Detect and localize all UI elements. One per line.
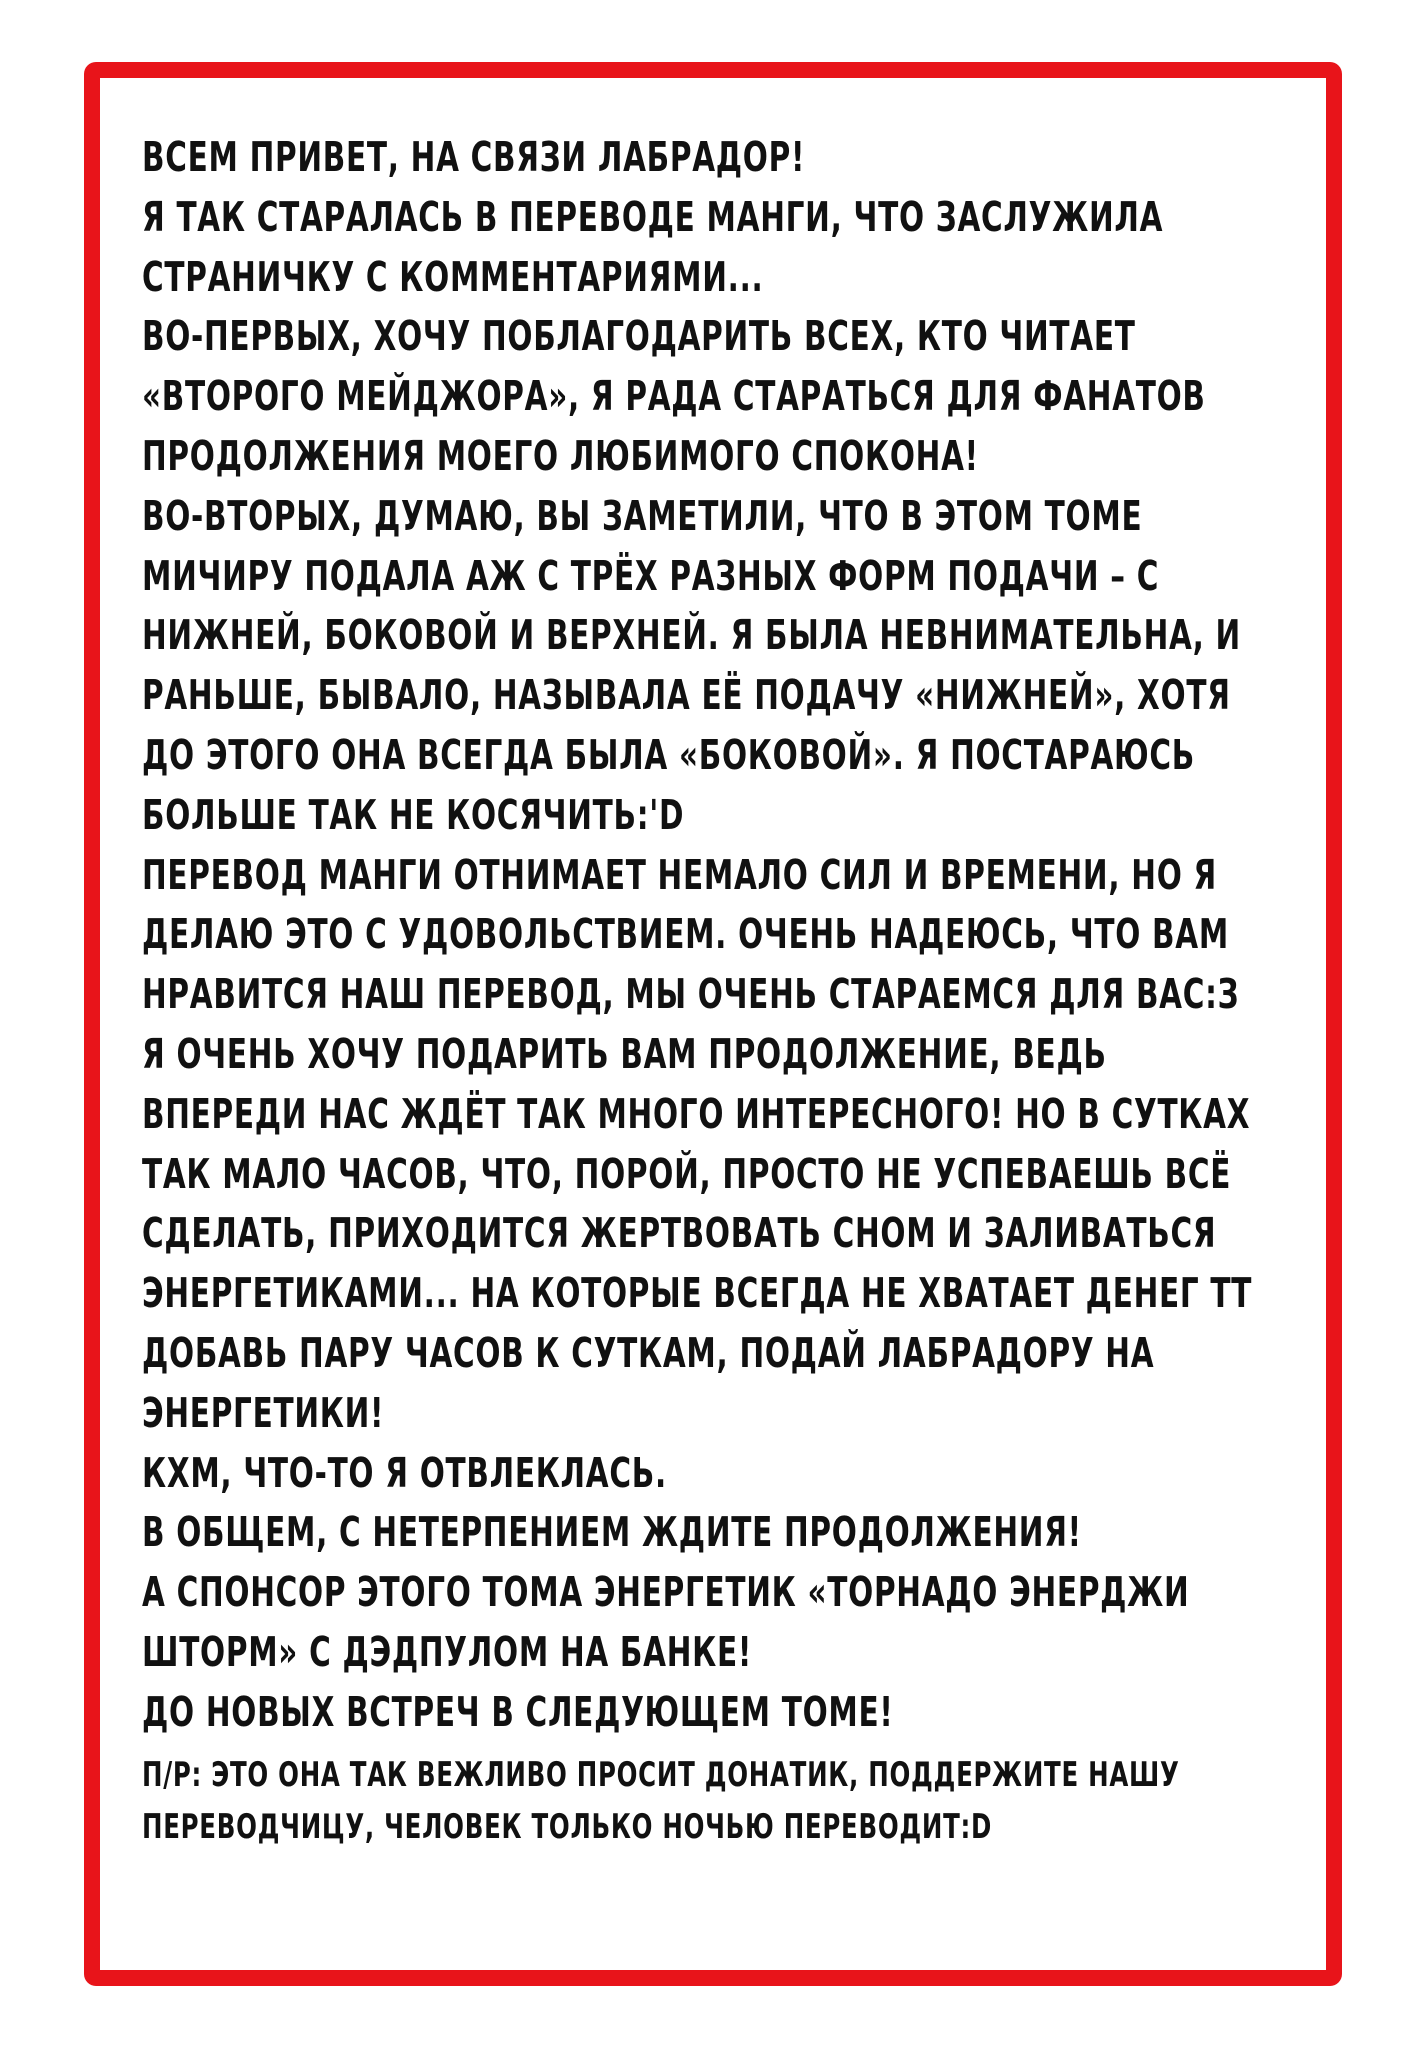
note-line: ДОБАВЬ ПАРУ ЧАСОВ К СУТКАМ, ПОДАЙ ЛАБРАДОРУ НА xyxy=(142,1328,1155,1377)
note-line: НРАВИТСЯ НАШ ПЕРЕВОД, МЫ ОЧЕНЬ СТАРАЕМСЯ ДЛЯ ВАС:З xyxy=(142,970,1240,1019)
note-line: БОЛЬШЕ ТАК НЕ КОСЯЧИТЬ:'D xyxy=(142,790,685,839)
note-line: ВПЕРЕДИ НАС ЖДЁТ ТАК МНОГО ИНТЕРЕСНОГО! НО В СУТКАХ xyxy=(142,1089,1251,1138)
translator-note xyxy=(142,128,1253,1853)
note-line: ТАК МАЛО ЧАСОВ, ЧТО, ПОРОЙ, ПРОСТО НЕ УСПЕВАЕШЬ ВСЁ xyxy=(142,1149,1232,1198)
note-line: «ВТОРОГО МЕЙДЖОРА», Я РАДА СТАРАТЬСЯ ДЛЯ ФАНАТОВ xyxy=(142,372,1206,421)
note-line: ДЕЛАЮ ЭТО С УДОВОЛЬСТВИЕМ. ОЧЕНЬ НАДЕЮСЬ, ЧТО ВАМ xyxy=(142,910,1229,959)
note-line: ВСЕМ ПРИВЕТ, НА СВЯЗИ ЛАБРАДОР! xyxy=(142,133,806,181)
note-line: ПЕРЕВОД МАНГИ ОТНИМАЕТ НЕМАЛО СИЛ И ВРЕМЕНИ, НО Я xyxy=(142,850,1217,899)
note-line: А СПОНСОР ЭТОГО ТОМА ЭНЕРГЕТИК «ТОРНАДО ЭНЕРДЖИ xyxy=(142,1568,1190,1617)
note-line: Я ОЧЕНЬ ХОЧУ ПОДАРИТЬ ВАМ ПРОДОЛЖЕНИЕ, ВЕДЬ xyxy=(142,1029,1107,1078)
postscript-line: ПЕРЕВОДЧИЦУ, ЧЕЛОВЕК ТОЛЬКО НОЧЬЮ ПЕРЕВОДИТ:D xyxy=(142,1806,993,1847)
note-line: СТРАНИЧКУ С КОММЕНТАРИЯМИ... xyxy=(142,252,764,301)
note-line: МИЧИРУ ПОДАЛА АЖ С ТРЁХ РАЗНЫХ ФОРМ ПОДАЧИ – С xyxy=(142,551,1160,600)
note-line: ВО-ВТОРЫХ, ДУМАЮ, ВЫ ЗАМЕТИЛИ, ЧТО В ЭТОМ ТОМЕ xyxy=(142,491,1143,540)
note-line: ДО ЭТОГО ОНА ВСЕГДА БЫЛА «БОКОВОЙ». Я ПОСТАРАЮСЬ xyxy=(142,730,1196,779)
note-line: ЭНЕРГЕТИКИ! xyxy=(142,1388,385,1437)
note-line: ДО НОВЫХ ВСТРЕЧ В СЛЕДУЮЩЕМ ТОМЕ! xyxy=(142,1687,894,1736)
note-line: СДЕЛАТЬ, ПРИХОДИТСЯ ЖЕРТВОВАТЬ СНОМ И ЗАЛИВАТЬСЯ xyxy=(142,1209,1217,1258)
note-line: Я ТАК СТАРАЛАСЬ В ПЕРЕВОДЕ МАНГИ, ЧТО ЗАСЛУЖИЛА xyxy=(142,192,1164,241)
note-line: НИЖНЕЙ, БОКОВОЙ И ВЕРХНЕЙ. Я БЫЛА НЕВНИМАТЕЛЬНА, И xyxy=(142,611,1241,660)
note-line: ПРОДОЛЖЕНИЯ МОЕГО ЛЮБИМОГО СПОКОНА! xyxy=(142,431,979,480)
note-line: ШТОРМ» С ДЭДПУЛОМ НА БАНКЕ! xyxy=(142,1627,753,1676)
note-line: ВО-ПЕРВЫХ, ХОЧУ ПОБЛАГОДАРИТЬ ВСЕХ, КТО ЧИТАЕТ xyxy=(142,312,1136,361)
note-line: КХМ, ЧТО-ТО Я ОТВЛЕКЛАСЬ. xyxy=(142,1448,667,1497)
note-line: РАНЬШЕ, БЫВАЛО, НАЗЫВАЛА ЕЁ ПОДАЧУ «НИЖНЕЙ», ХОТЯ xyxy=(142,671,1231,720)
postscript-line: П/Р: ЭТО ОНА ТАК ВЕЖЛИВО ПРОСИТ ДОНАТИК, ПОДДЕРЖИТЕ НАШУ xyxy=(142,1754,1180,1795)
note-line: ЭНЕРГЕТИКАМИ... НА КОТОРЫЕ ВСЕГДА НЕ ХВАТАЕТ ДЕНЕГ ТТ xyxy=(142,1269,1253,1318)
note-line: В ОБЩЕМ, С НЕТЕРПЕНИЕМ ЖДИТЕ ПРОДОЛЖЕНИЯ! xyxy=(142,1508,1082,1557)
